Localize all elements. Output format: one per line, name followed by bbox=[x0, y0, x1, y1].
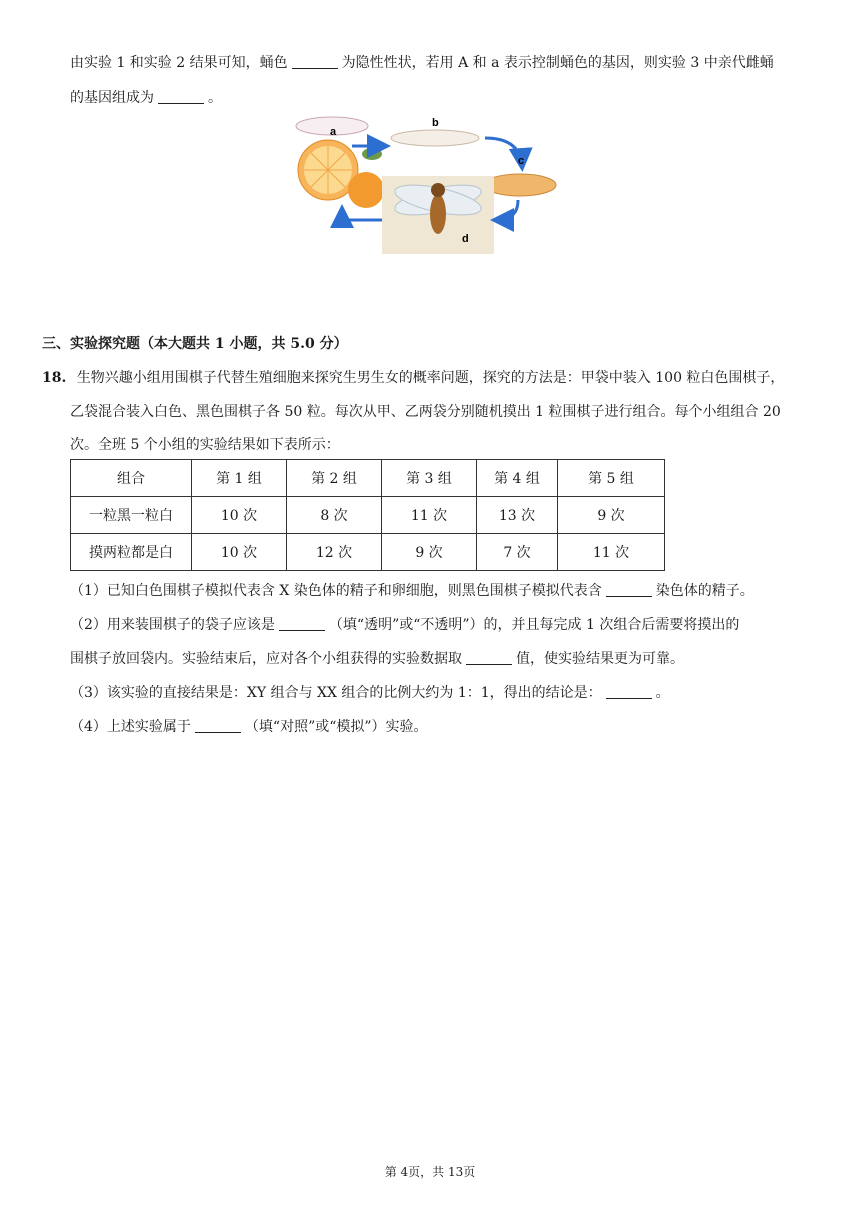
text-segment: （4）上述实验属于 bbox=[70, 719, 191, 735]
subquestion-3 bbox=[70, 682, 670, 702]
table-header: 组合 bbox=[71, 460, 192, 497]
table-cell: 10 次 bbox=[192, 497, 287, 534]
text-line bbox=[70, 52, 774, 72]
question-text: 生物兴趣小组用围棋子代替生殖细胞来探究生男生女的概率问题，探究的方法是：甲袋中装入 100 粒白色围棋子， bbox=[76, 370, 785, 386]
table-cell: 11 次 bbox=[382, 497, 477, 534]
answer-blank[interactable] bbox=[292, 54, 338, 69]
table-cell: 摸两粒都是白 bbox=[71, 534, 192, 571]
question-number: 18. bbox=[42, 370, 67, 386]
question-line bbox=[42, 367, 784, 387]
table-cell: 7 次 bbox=[477, 534, 558, 571]
arrow-b-to-c bbox=[485, 138, 525, 167]
orange-illustration bbox=[348, 172, 384, 208]
pupa-illustration bbox=[484, 174, 556, 196]
answer-blank[interactable] bbox=[466, 650, 512, 665]
table-header: 第 3 组 bbox=[382, 460, 477, 497]
fruit-fly-life-cycle-figure bbox=[290, 108, 562, 258]
table-cell: 13 次 bbox=[477, 497, 558, 534]
fly-illustration bbox=[430, 194, 446, 234]
results-table bbox=[70, 459, 665, 571]
arrow-d-to-a bbox=[342, 210, 382, 220]
text-line bbox=[70, 87, 222, 107]
table-cell: 12 次 bbox=[287, 534, 382, 571]
text-segment: （填“对照”或“模拟”）实验。 bbox=[244, 719, 428, 735]
answer-blank[interactable] bbox=[606, 684, 652, 699]
text-segment: 为隐性性状，若用 A 和 a 表示控制蛹色的基因，则实验 3 中亲代雌蛹 bbox=[341, 55, 774, 71]
page-footer: 第 4页，共 13页 bbox=[384, 1165, 476, 1179]
text-segment: 由实验 1 和实验 2 结果可知，蛹色 bbox=[70, 55, 288, 71]
text-segment: 的基因组成为 bbox=[70, 90, 154, 106]
subquestion-2 bbox=[70, 614, 739, 634]
text-segment: （1）已知白色围棋子模拟代表含 X 染色体的精子和卵细胞，则黑色围棋子模拟代表含 bbox=[70, 583, 602, 599]
table-cell: 一粒黑一粒白 bbox=[71, 497, 192, 534]
answer-blank[interactable] bbox=[158, 89, 204, 104]
table-header: 第 5 组 bbox=[558, 460, 665, 497]
subquestion-4 bbox=[70, 716, 428, 736]
subquestion-2-cont bbox=[70, 648, 684, 668]
answer-blank[interactable] bbox=[195, 718, 241, 733]
table-cell: 10 次 bbox=[192, 534, 287, 571]
label-a: a bbox=[330, 126, 337, 138]
table-header: 第 1 组 bbox=[192, 460, 287, 497]
text-segment: 值，使实验结果更为可靠。 bbox=[516, 651, 684, 667]
table-cell: 11 次 bbox=[558, 534, 665, 571]
text-segment: 染色体的精子。 bbox=[655, 583, 754, 599]
label-b: b bbox=[432, 117, 439, 129]
table-cell: 9 次 bbox=[558, 497, 665, 534]
question-line: 乙袋混合装入白色、黑色围棋子各 50 粒。每次从甲、乙两袋分别随机摸出 1 粒围棋子进行组合。每个小组组合 20 bbox=[70, 404, 781, 420]
answer-blank[interactable] bbox=[606, 582, 652, 597]
table-header-row bbox=[71, 460, 665, 497]
text-segment: 。 bbox=[655, 685, 670, 701]
table-row bbox=[71, 534, 665, 571]
table-cell: 9 次 bbox=[382, 534, 477, 571]
table-header: 第 2 组 bbox=[287, 460, 382, 497]
text-segment: （2）用来装围棋子的袋子应该是 bbox=[70, 617, 275, 633]
label-c: c bbox=[518, 155, 525, 167]
table-row bbox=[71, 497, 665, 534]
answer-blank[interactable] bbox=[279, 616, 325, 631]
subquestion-1 bbox=[70, 580, 754, 600]
question-line: 次。全班 5 个小组的实验结果如下表所示： bbox=[70, 437, 340, 453]
section-heading: 三、实验探究题（本大题共 1 小题，共 5.0 分） bbox=[42, 336, 348, 352]
table-header: 第 4 组 bbox=[477, 460, 558, 497]
text-segment: （填“透明”或“不透明”）的，并且每完成 1 次组合后需要将摸出的 bbox=[328, 617, 740, 633]
text-segment: 。 bbox=[208, 90, 222, 106]
table-cell: 8 次 bbox=[287, 497, 382, 534]
arrow-c-to-d bbox=[496, 200, 518, 220]
label-d: d bbox=[462, 233, 469, 245]
larva-illustration bbox=[391, 130, 479, 146]
text-segment: （3）该实验的直接结果是：XY 组合与 XX 组合的比例大约为 1：1，得出的结论是： bbox=[70, 685, 602, 701]
text-segment: 围棋子放回袋内。实验结束后，应对各个小组获得的实验数据取 bbox=[70, 651, 462, 667]
